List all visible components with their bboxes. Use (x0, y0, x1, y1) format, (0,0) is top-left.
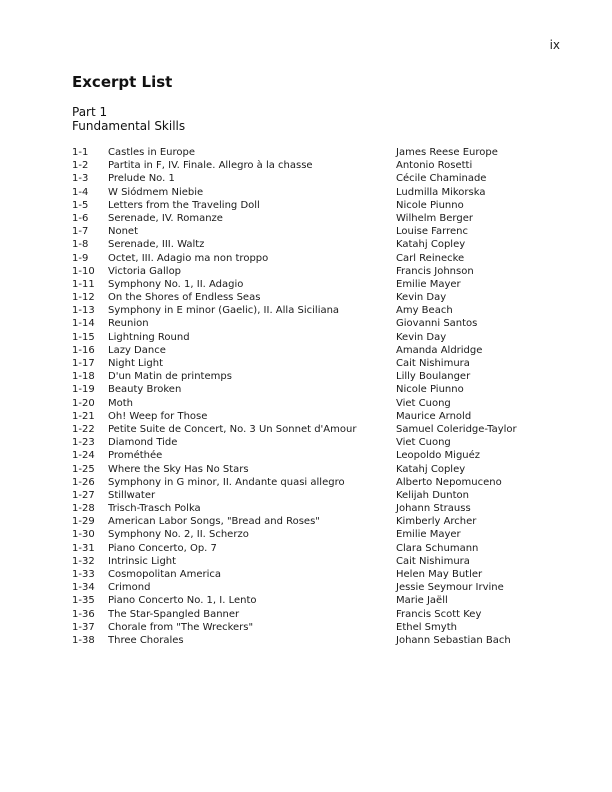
list-item (72, 265, 552, 278)
excerpt-composer: Marie Jaëll (396, 595, 448, 607)
excerpt-number: 1-34 (72, 582, 95, 594)
excerpt-title: Symphony in E minor (Gaelic), II. Alla Siciliana (108, 305, 340, 317)
excerpt-number: 1-11 (72, 278, 95, 290)
excerpt-number: 1-23 (72, 437, 95, 449)
excerpt-composer: Maurice Arnold (396, 410, 472, 422)
excerpt-composer: Katahj Copley (396, 239, 466, 251)
list-item (72, 515, 552, 528)
excerpt-number: 1-35 (72, 595, 95, 607)
list-item (72, 383, 552, 396)
excerpt-title: Lazy Dance (108, 344, 166, 356)
list-item (72, 331, 552, 344)
excerpt-composer: Jessie Seymour Irvine (396, 582, 504, 594)
list-item (72, 528, 552, 541)
excerpt-number: 1-24 (72, 450, 95, 462)
excerpt-composer: Kevin Day (396, 331, 447, 343)
excerpt-number: 1-26 (72, 476, 95, 488)
list-item (72, 172, 552, 185)
excerpt-composer: Kevin Day (396, 292, 447, 304)
excerpt-title: Trisch-Trasch Polka (108, 503, 201, 515)
list-item (72, 199, 552, 212)
excerpt-title: Cosmopolitan America (108, 569, 222, 580)
excerpt-composer: Alberto Nepomuceno (396, 476, 502, 488)
excerpt-composer: Johann Strauss (396, 503, 471, 515)
list-item (72, 436, 552, 449)
excerpt-composer: Samuel Coleridge-Taylor (396, 423, 517, 435)
excerpt-title: Lightning Round (108, 331, 190, 343)
list-item (72, 317, 552, 330)
excerpt-composer: Lilly Boulanger (396, 371, 471, 383)
excerpt-number: 1-27 (72, 489, 95, 501)
excerpt-composer: Cait Nishimura (396, 555, 470, 567)
excerpt-number: 1-28 (72, 503, 95, 515)
excerpt-title: D'un Matin de printemps (108, 371, 232, 383)
excerpt-title: Partita in F, IV. Finale. Allegro à la chasse (108, 160, 313, 172)
excerpt-number: 1-16 (72, 344, 95, 356)
excerpt-number: 1-14 (72, 318, 95, 330)
list-item (72, 502, 552, 515)
excerpt-title: Serenade, III. Waltz (108, 239, 205, 251)
list-item (72, 397, 552, 410)
list-item (72, 410, 552, 423)
excerpt-number: 1-6 (72, 212, 89, 224)
list-item (72, 186, 552, 199)
excerpt-number: 1-25 (72, 463, 95, 475)
list-item (72, 489, 552, 502)
list-item (72, 568, 552, 581)
excerpt-title: Stillwater (108, 489, 156, 501)
excerpt-composer: Clara Schumann (396, 542, 479, 554)
excerpt-number: 1-33 (72, 569, 95, 580)
excerpt-composer: Emilie Mayer (396, 529, 461, 541)
list-item (72, 594, 552, 607)
excerpt-number: 1-9 (72, 252, 89, 264)
list-item (72, 225, 552, 238)
excerpt-title: Victoria Gallop (108, 265, 182, 277)
excerpt-number: 1-31 (72, 542, 95, 554)
list-item (72, 370, 552, 383)
excerpt-number: 1-1 (72, 147, 89, 158)
excerpt-title: Nonet (108, 226, 139, 238)
excerpt-title: Symphony in G minor, II. Andante quasi allegro (108, 476, 345, 488)
excerpt-title: On the Shores of Endless Seas (108, 292, 261, 304)
excerpt-composer: Katahj Copley (396, 463, 466, 475)
part-label: Part 1 (72, 105, 108, 119)
excerpt-composer: Louise Farrenc (396, 226, 468, 238)
list-item (72, 621, 552, 634)
excerpt-composer: Johann Sebastian Bach (396, 634, 511, 646)
excerpt-title: Castles in Europe (108, 147, 196, 158)
excerpt-title: Three Chorales (108, 634, 184, 646)
list-item (72, 357, 552, 370)
list-item (72, 634, 552, 647)
excerpt-composer: Kelijah Dunton (396, 489, 469, 501)
excerpt-title: Reunion (108, 318, 149, 330)
excerpt-title: Symphony No. 1, II. Adagio (108, 278, 244, 290)
excerpt-list (72, 146, 552, 647)
list-item (72, 608, 552, 621)
excerpt-composer: Kimberly Archer (396, 516, 477, 528)
excerpt-number: 1-18 (72, 371, 95, 383)
excerpt-number: 1-8 (72, 239, 89, 251)
excerpt-number: 1-38 (72, 634, 95, 646)
list-item (72, 278, 552, 291)
excerpt-composer: Antonio Rosetti (396, 160, 473, 172)
excerpt-number: 1-22 (72, 423, 95, 435)
excerpt-composer: Emilie Mayer (396, 278, 461, 290)
list-item (72, 159, 552, 172)
excerpt-composer: Leopoldo Miguéz (396, 450, 481, 462)
excerpt-title: Crimond (108, 582, 151, 594)
excerpt-composer: Nicole Piunno (396, 384, 464, 396)
excerpt-composer: Francis Scott Key (396, 608, 482, 620)
excerpt-title: W Siódmem Niebie (108, 186, 204, 198)
list-item (72, 555, 552, 568)
part-subtitle: Fundamental Skills (72, 119, 186, 133)
excerpt-composer: Carl Reinecke (396, 252, 465, 264)
excerpt-number: 1-15 (72, 331, 95, 343)
page-title: Excerpt List (72, 73, 173, 91)
excerpt-title: Night Light (108, 358, 163, 369)
excerpt-composer: Amy Beach (396, 305, 453, 317)
excerpt-title: The Star-Spangled Banner (108, 608, 240, 620)
excerpt-number: 1-37 (72, 621, 95, 633)
excerpt-title: Serenade, IV. Romanze (108, 212, 223, 224)
excerpt-composer: Nicole Piunno (396, 199, 464, 211)
excerpt-number: 1-20 (72, 397, 95, 409)
excerpt-title: Diamond Tide (108, 437, 178, 449)
list-item (72, 449, 552, 462)
excerpt-composer: Giovanni Santos (396, 318, 478, 330)
excerpt-composer: Ludmilla Mikorska (396, 186, 486, 198)
excerpt-title: Oh! Weep for Those (108, 410, 208, 422)
excerpt-composer: James Reese Europe (396, 147, 498, 158)
excerpt-title: American Labor Songs, "Bread and Roses" (108, 516, 320, 528)
excerpt-title: Petite Suite de Concert, No. 3 Un Sonnet d'Amour (108, 423, 357, 435)
excerpt-number: 1-21 (72, 410, 95, 422)
list-item (72, 542, 552, 555)
excerpt-title: Chorale from "The Wreckers" (108, 621, 254, 633)
excerpt-composer: Cait Nishimura (396, 358, 470, 369)
excerpt-number: 1-29 (72, 516, 95, 528)
excerpt-number: 1-19 (72, 384, 95, 396)
excerpt-composer: Viet Cuong (396, 437, 451, 449)
excerpt-composer: Wilhelm Berger (396, 212, 473, 224)
excerpt-composer: Ethel Smyth (396, 621, 457, 633)
list-item (72, 238, 552, 251)
excerpt-title: Prelude No. 1 (108, 173, 175, 185)
excerpt-number: 1-13 (72, 305, 95, 317)
excerpt-title: Letters from the Traveling Doll (108, 199, 260, 211)
excerpt-composer: Amanda Aldridge (396, 344, 483, 356)
excerpt-composer: Viet Cuong (396, 397, 451, 409)
excerpt-number: 1-17 (72, 358, 95, 369)
excerpt-number: 1-7 (72, 226, 89, 238)
list-item (72, 212, 552, 225)
list-item (72, 581, 552, 594)
excerpt-title: Beauty Broken (108, 384, 182, 396)
list-item (72, 252, 552, 265)
excerpt-number: 1-4 (72, 186, 89, 198)
excerpt-number: 1-2 (72, 160, 89, 172)
list-item (72, 344, 552, 357)
excerpt-title: Where the Sky Has No Stars (108, 463, 249, 475)
list-item (72, 291, 552, 304)
list-item (72, 463, 552, 476)
list-item (72, 476, 552, 489)
excerpt-title: Octet, III. Adagio ma non troppo (108, 252, 269, 264)
excerpt-number: 1-3 (72, 173, 89, 185)
excerpt-number: 1-30 (72, 529, 95, 541)
excerpt-number: 1-36 (72, 608, 95, 620)
list-item (72, 423, 552, 436)
part-heading (72, 105, 185, 133)
excerpt-number: 1-12 (72, 292, 95, 304)
excerpt-number: 1-5 (72, 199, 89, 211)
excerpt-title: Intrinsic Light (108, 555, 177, 567)
excerpt-title: Prométhée (108, 450, 163, 462)
excerpt-composer: Francis Johnson (396, 265, 474, 277)
excerpt-composer: Cécile Chaminade (396, 173, 487, 185)
list-item (72, 304, 552, 317)
excerpt-title: Piano Concerto No. 1, I. Lento (108, 595, 257, 607)
excerpt-title: Symphony No. 2, II. Scherzo (108, 529, 249, 541)
excerpt-number: 1-32 (72, 555, 95, 567)
list-item (72, 146, 552, 159)
excerpt-composer: Helen May Butler (396, 569, 483, 580)
excerpt-number: 1-10 (72, 265, 95, 277)
excerpt-title: Piano Concerto, Op. 7 (108, 542, 217, 554)
page-number: ix (549, 38, 560, 52)
excerpt-title: Moth (108, 397, 134, 409)
